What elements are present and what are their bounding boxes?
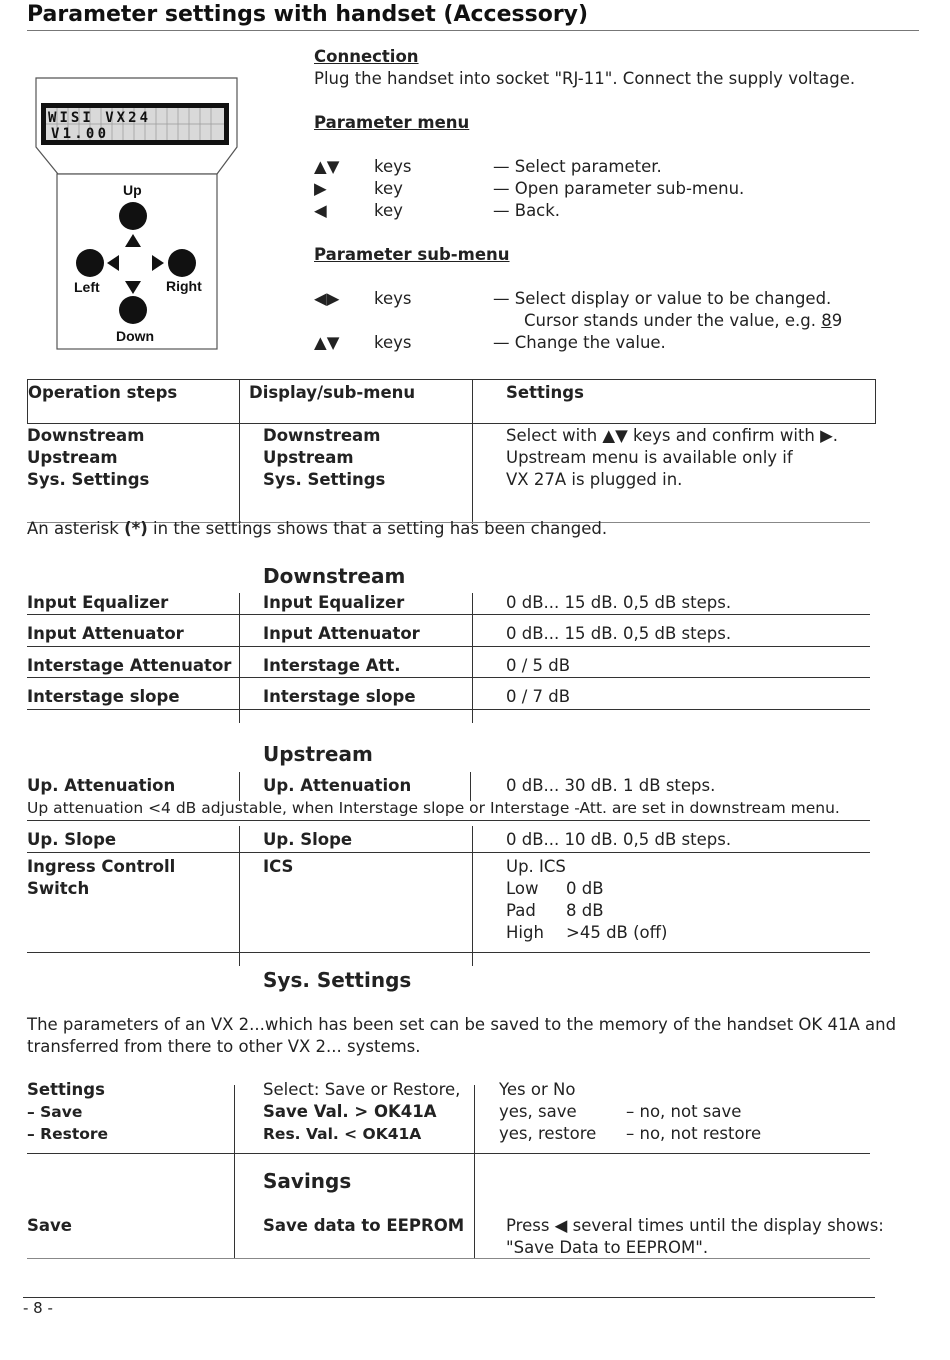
sys-settings-heading: Sys. Settings [263, 968, 412, 992]
param-menu-word-3: key [374, 201, 403, 220]
page-number: - 8 - [23, 1299, 53, 1317]
row-ingress-display: ICS [263, 857, 294, 876]
param-menu-desc-2: — Open parameter sub-menu. [493, 179, 745, 198]
res-val: Res. Val. < OK41A [263, 1125, 422, 1143]
savings-heading: Savings [263, 1169, 352, 1193]
column-divider [472, 593, 473, 723]
yes-save: yes, save [499, 1102, 577, 1121]
settings-upstream-note-2: VX 27A is plugged in. [506, 470, 683, 489]
column-divider [239, 772, 240, 801]
row-input-equalizer-display: Input Equalizer [263, 593, 405, 612]
connection-text: Plug the handset into socket "RJ-11". Connect the supply voltage. [314, 69, 856, 88]
ics-option-low-value: 0 dB [566, 879, 604, 898]
param-sub-desc-2: — Change the value. [493, 333, 666, 352]
handset-up-button [119, 202, 147, 230]
savings-display: Save data to EEPROM [263, 1216, 465, 1235]
downstream-heading: Downstream [263, 564, 406, 588]
divider [27, 709, 870, 710]
savings-setting-line2: "Save Data to EEPROM". [506, 1238, 709, 1257]
savings-setting-line1: Press ◀ several times until the display shows: [506, 1216, 884, 1235]
param-menu-keys-1: ▲▼ [314, 157, 340, 176]
column-divider [234, 1085, 235, 1258]
step-downstream: Downstream [27, 426, 145, 445]
handset-display-line1: WISI VX24 [48, 110, 148, 126]
yes-restore: yes, restore [499, 1124, 597, 1143]
column-divider [472, 379, 473, 524]
step-upstream: Upstream [27, 448, 118, 467]
row-up-slope-setting: 0 dB... 10 dB. 0,5 dB steps. [506, 830, 732, 849]
row-input-attenuator-display: Input Attenuator [263, 624, 420, 643]
footer-rule [23, 1297, 875, 1298]
ics-option-low-name: Low [506, 879, 539, 898]
display-sys-settings: Sys. Settings [263, 470, 386, 489]
column-divider [474, 1085, 475, 1258]
row-interstage-attenuator-step: Interstage Attenuator [27, 656, 232, 675]
handset-down-button [119, 296, 147, 324]
settings-upstream-note-1: Upstream menu is available only if [506, 448, 793, 467]
upstream-heading: Upstream [263, 742, 373, 766]
row-up-attenuation-step: Up. Attenuation [27, 776, 176, 795]
param-menu-desc-1: — Select parameter. [493, 157, 662, 176]
param-sub-word-1: keys [374, 289, 412, 308]
param-menu-keys-2: ▶ [314, 179, 327, 198]
row-interstage-attenuator-setting: 0 / 5 dB [506, 656, 571, 675]
settings-select-text: Select with ▲▼ keys and confirm with ▶. [506, 426, 839, 445]
header-operation-steps: Operation steps [28, 383, 178, 402]
row-up-slope-step: Up. Slope [27, 830, 117, 849]
sys-settings-paragraph-1: The parameters of an VX 2...which has been set can be saved to the memory of the handset OK 41A and [27, 1015, 897, 1034]
up-attenuation-note: Up attenuation <4 dB adjustable, when Interstage slope or Interstage -Att. are set in downstream menu. [27, 799, 840, 817]
row-input-attenuator-step: Input Attenuator [27, 624, 184, 643]
no-save: – no, not save [626, 1102, 742, 1121]
row-input-equalizer-setting: 0 dB... 15 dB. 0,5 dB steps. [506, 593, 732, 612]
ics-option-high-name: High [506, 923, 544, 942]
divider [27, 820, 870, 821]
row-interstage-slope-setting: 0 / 7 dB [506, 687, 571, 706]
restore-label: – Restore [27, 1125, 109, 1143]
header-settings: Settings [506, 383, 584, 402]
settings-label: Settings [27, 1080, 105, 1099]
handset-right-button [168, 249, 196, 277]
row-input-attenuator-setting: 0 dB... 15 dB. 0,5 dB steps. [506, 624, 732, 643]
cursor-note: Cursor stands under the value, e.g. 89 [524, 311, 843, 330]
row-ingress-step-line2: Switch [27, 879, 90, 898]
row-input-equalizer-step: Input Equalizer [27, 593, 169, 612]
connection-heading: Connection [314, 47, 419, 66]
param-sub-keys-2: ▲▼ [314, 333, 340, 352]
row-up-attenuation-setting: 0 dB... 30 dB. 1 dB steps. [506, 776, 716, 795]
yes-or-no: Yes or No [499, 1080, 576, 1099]
param-sub-keys-1: ◀▶ [314, 289, 340, 308]
divider [27, 646, 870, 647]
handset-label-down: Down [116, 328, 155, 344]
handset-label-up: Up [123, 182, 142, 198]
divider [27, 1258, 870, 1259]
ics-option-pad-value: 8 dB [566, 901, 604, 920]
save-label: – Save [27, 1103, 83, 1121]
ics-title: Up. ICS [506, 857, 566, 876]
title-rule [27, 30, 919, 31]
handset-display-line2: V1.00 [51, 126, 106, 142]
header-display-submenu: Display/sub-menu [249, 383, 416, 402]
divider [27, 952, 870, 953]
ics-option-high-value: >45 dB (off) [566, 923, 668, 942]
column-divider [472, 826, 473, 966]
display-upstream: Upstream [263, 448, 354, 467]
sys-settings-paragraph-2: transferred from there to other VX 2... systems. [27, 1037, 421, 1056]
column-divider [470, 772, 471, 801]
row-interstage-attenuator-display: Interstage Att. [263, 656, 401, 675]
parameter-submenu-heading: Parameter sub-menu [314, 245, 510, 264]
column-divider [239, 593, 240, 723]
divider [27, 677, 870, 678]
divider [27, 852, 870, 853]
divider [27, 1153, 870, 1154]
param-menu-word-2: key [374, 179, 403, 198]
handset-label-right: Right [166, 278, 202, 294]
param-menu-desc-3: — Back. [493, 201, 561, 220]
ics-option-pad-name: Pad [506, 901, 536, 920]
row-interstage-slope-step: Interstage slope [27, 687, 180, 706]
param-sub-word-2: keys [374, 333, 412, 352]
display-downstream: Downstream [263, 426, 381, 445]
handset-illustration [35, 77, 240, 352]
savings-step: Save [27, 1216, 72, 1235]
row-up-attenuation-display: Up. Attenuation [263, 776, 412, 795]
divider [27, 614, 870, 615]
asterisk-note: An asterisk (*) in the settings shows that a setting has been changed. [27, 519, 608, 538]
param-sub-desc-1: — Select display or value to be changed. [493, 289, 832, 308]
row-interstage-slope-display: Interstage slope [263, 687, 416, 706]
step-sys-settings: Sys. Settings [27, 470, 150, 489]
select-save-restore: Select: Save or Restore, [263, 1080, 461, 1099]
parameter-menu-heading: Parameter menu [314, 113, 470, 132]
column-divider [239, 379, 240, 524]
handset-label-left: Left [74, 279, 100, 295]
param-menu-word-1: keys [374, 157, 412, 176]
row-up-slope-display: Up. Slope [263, 830, 353, 849]
save-val: Save Val. > OK41A [263, 1102, 437, 1121]
param-menu-keys-3: ◀ [314, 201, 327, 220]
column-divider [239, 826, 240, 966]
row-ingress-step-line1: Ingress Controll [27, 857, 176, 876]
no-restore: – no, not restore [626, 1124, 762, 1143]
page-title: Parameter settings with handset (Accessory) [27, 2, 589, 27]
handset-left-button [76, 249, 104, 277]
